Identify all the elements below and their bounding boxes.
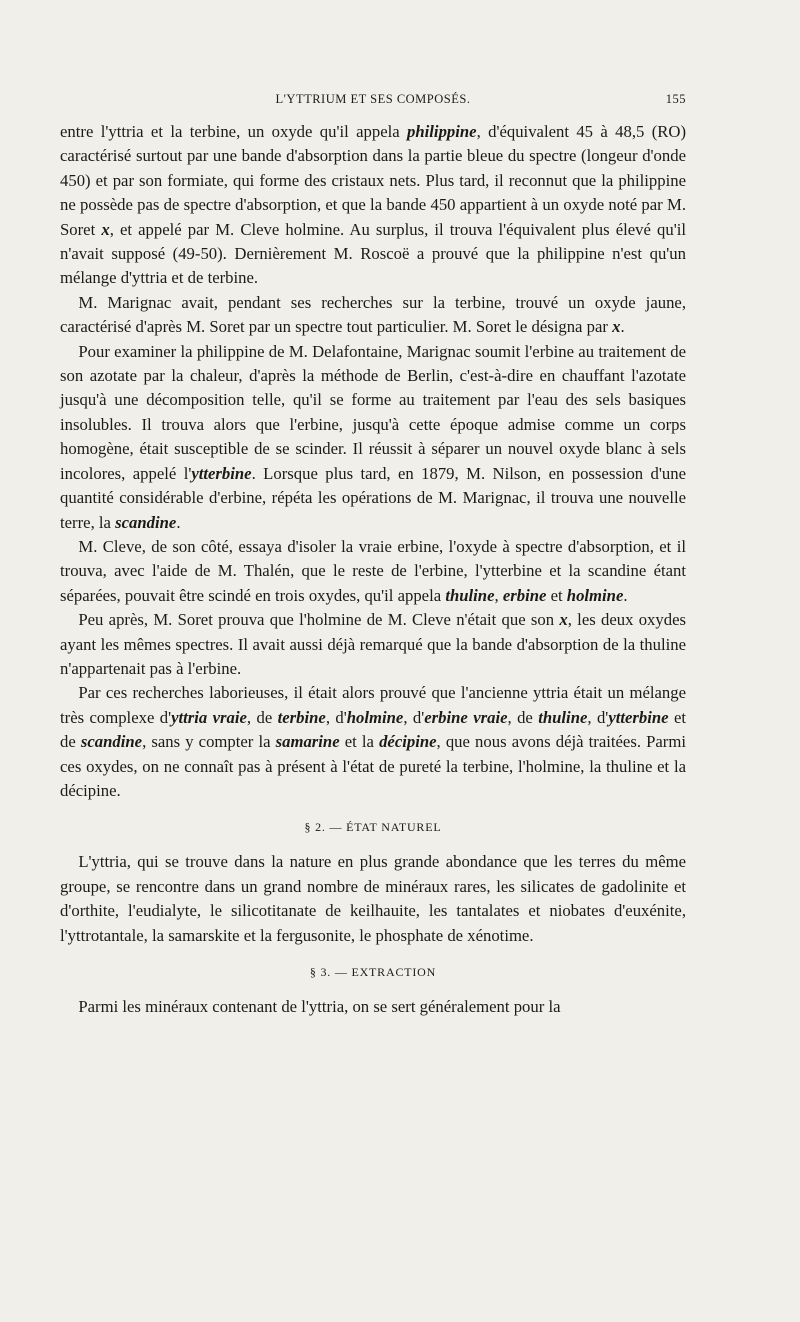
- italic-term: holmine: [346, 707, 404, 727]
- section-2-paragraph: L'yttria, qui se trouve dans la nature en plus grande abondance que les terres du même groupe, se rencontre dans un grand nombre de minéraux rares, les silicates de gadolinite et d'orthite, l'eudialyte, le silicotitanate de keilhauite, les tantalates et niobates d'euxénite, l'yttrotantale, la samarskite et la fergusonite, le phosphate de xénotime.: [60, 852, 686, 945]
- italic-term: holmine: [566, 585, 624, 605]
- italic-term: x: [559, 610, 568, 630]
- italic-term: erbine: [502, 585, 547, 605]
- italic-term: samarine: [275, 732, 340, 752]
- running-head: [60, 92, 686, 112]
- italic-term: yttria vraie: [171, 707, 247, 727]
- section-1-body: [60, 120, 686, 803]
- page-number: 155: [665, 92, 686, 106]
- body-text: [60, 120, 686, 1019]
- running-title: L'YTTRIUM ET SES COMPOSÉS.: [275, 92, 471, 106]
- italic-term: erbine vraie: [424, 707, 508, 727]
- section-2-heading: § 2. — ÉTAT NATUREL: [304, 820, 442, 835]
- paragraph: Peu après, M. Soret prouva que l'holmine de M. Cleve n'était que son x, les deux oxydes ayant les mêmes spectres. Il avait aussi déjà remarqué que la bande d'absorption de la thuline n'appartenait pas à l'erbine.: [60, 610, 686, 678]
- paragraph: M. Marignac avait, pendant ses recherches sur la terbine, trouvé un oxyde jaune, caractérisé d'après M. Soret par un spectre tout particulier. M. Soret le désigna par x.: [60, 292, 686, 337]
- paragraph: M. Cleve, de son côté, essaya d'isoler la vraie erbine, l'oxyde à spectre d'absorption, et il trouva, avec l'aide de M. Thalén, que le reste de l'erbine, l'ytterbine et la scandine étant séparées, pouvait être scindé en trois oxydes, qu'il appela thuline, erbine et holmine.: [60, 536, 686, 605]
- paragraph: Pour examiner la philippine de M. Delafontaine, Marignac soumit l'erbine au traitement de son azotate par la chaleur, d'après la méthode de Berlin, c'est-à-dire en chauffant l'azotate jusqu'à une décomposition telle, qu'il se forme au traitement par l'eau des sels basiques insolubles. Il trouva alors que l'erbine, jusqu'à cette époque admise comme un corps homogène, était susceptible de se scinder. Il réussit à séparer un nouvel oxyde blanc à sels incolores, appelé l'ytterbine. Lorsque plus tard, en 1879, M. Nilson, en possession d'une quantité considérable d'erbine, répéta les opérations de M. Marignac, il trouva une nouvelle terre, la scandine.: [60, 341, 686, 532]
- italic-term: philippine: [407, 122, 477, 141]
- italic-term: x: [612, 317, 621, 337]
- italic-term: scandine: [115, 512, 177, 532]
- italic-term: décipine: [379, 732, 437, 752]
- italic-term: thuline: [445, 585, 495, 605]
- italic-term: scandine: [80, 732, 143, 752]
- italic-term: ytterbine: [191, 463, 252, 483]
- paragraph: entre l'yttria et la terbine, un oxyde qu'il appela philippine, d'équivalent 45 à 48,5 (RO) caractérisé surtout par une bande d'absorption dans la partie bleue du spectre (longeur d'onde 450) et par son formiate, qui forme des cristaux nets. Plus tard, il reconnut que la philippine ne possède pas de spectre d'absorption, et que la bande 450 appartient à un oxyde noté par M. Soret x, et appelé par M. Cleve holmine. Au surplus, il trouva l'équivalent plus élevé qu'il n'avait supposé (49-50). Dernièrement M. Roscoë a prouvé que la philippine n'est qu'un mélange d'yttria et de terbine.: [60, 122, 687, 288]
- italic-term: x: [101, 219, 110, 239]
- italic-term: thuline: [538, 707, 588, 727]
- section-3-paragraph: Parmi les minéraux contenant de l'yttria, on se sert généralement pour la: [78, 997, 561, 1016]
- italic-term: terbine: [277, 707, 326, 727]
- italic-term: ytterbine: [608, 707, 669, 727]
- section-3-heading: § 3. — EXTRACTION: [309, 965, 437, 979]
- paragraph: Par ces recherches laborieuses, il était alors prouvé que l'ancienne yttria était un mélange très complexe d'yttria vraie, de terbine, d'holmine, d'erbine vraie, de thuline, d'ytterbine et de scandine, sans y compter la samarine et la décipine, que nous avons déjà traitées. Parmi ces oxydes, on ne connaît pas à présent à l'état de pureté la terbine, l'holmine, la thuline et la décipine.: [60, 683, 686, 800]
